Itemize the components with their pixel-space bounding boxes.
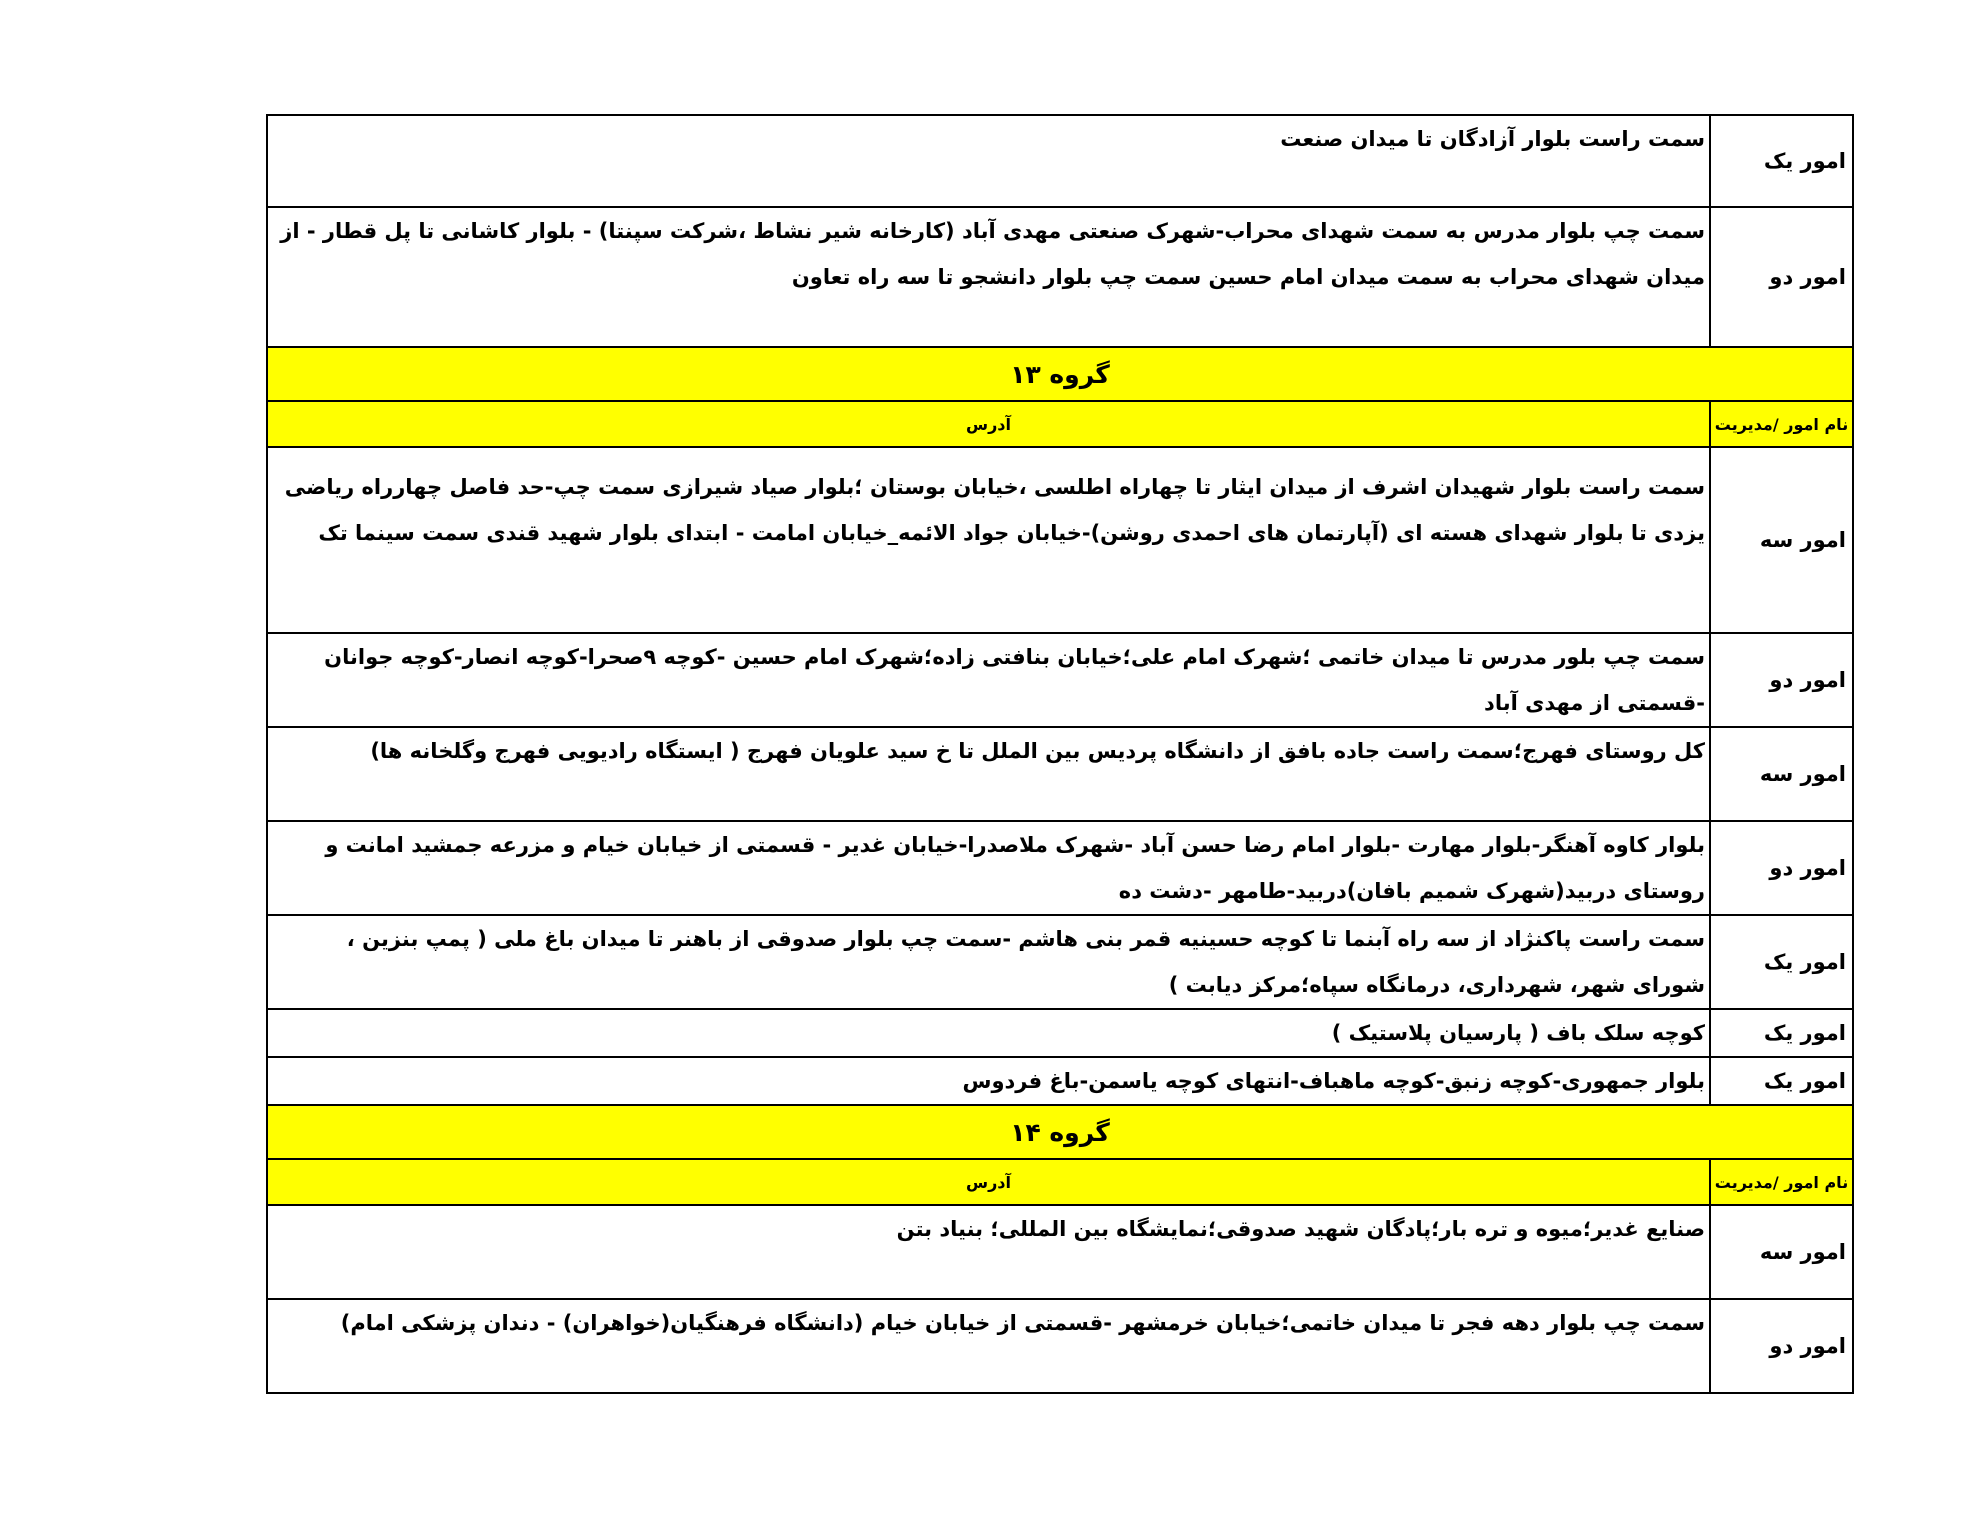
- table-row: [267, 447, 1853, 633]
- outage-schedule-sheet: [266, 114, 1854, 1394]
- group-title-row: [267, 347, 1853, 401]
- address-cell: سمت چپ بلوار مدرس به سمت شهدای محراب-شهرک صنعتی مهدی آباد (کارخانه شیر نشاط ،شرکت سپنتا) - بلوار کاشانی تا پل قطار - از میدان شهدای محراب به سمت میدان امام حسین سمت چپ بلوار دانشجو تا سه راه تعاون: [267, 207, 1710, 347]
- management-cell: امور یک: [1710, 1009, 1853, 1057]
- table-row: [267, 633, 1853, 727]
- table-row: [267, 207, 1853, 347]
- address-cell: کل روستای فهرج؛سمت راست جاده بافق از دانشگاه پردیس بین الملل تا خ سید علویان فهرج ( ایستگاه رادیویی فهرج وگلخانه ها): [267, 727, 1710, 821]
- address-cell: بلوار کاوه آهنگر-بلوار مهارت -بلوار امام رضا حسن آباد -شهرک ملاصدرا-خیابان غدیر - قسمتی از خیابان خیام و مزرعه جمشید امانت و روستای دربید(شهرک شمیم بافان)دربید-طامهر -دشت ده: [267, 821, 1710, 915]
- group-14-title: گروه ۱۴: [267, 1105, 1853, 1159]
- table-row: [267, 1299, 1853, 1393]
- group-title-row: [267, 1105, 1853, 1159]
- table-row: [267, 915, 1853, 1009]
- management-cell: امور دو: [1710, 1299, 1853, 1393]
- address-cell: بلوار جمهوری-کوچه زنبق-کوچه ماهباف-انتهای کوچه یاسمن-باغ فردوس: [267, 1057, 1710, 1105]
- table-row: [267, 1205, 1853, 1299]
- address-cell: سمت چپ بلوار دهه فجر تا میدان خاتمی؛خیابان خرمشهر -قسمتی از خیابان خیام (دانشگاه فرهنگیان(خواهران) - دندان پزشکی امام): [267, 1299, 1710, 1393]
- table-row: [267, 727, 1853, 821]
- management-cell: امور دو: [1710, 821, 1853, 915]
- management-cell: امور سه: [1710, 727, 1853, 821]
- header-address: آدرس: [267, 1159, 1710, 1205]
- header-management: نام امور /مدیریت: [1710, 401, 1853, 447]
- schedule-table: [266, 114, 1854, 1394]
- address-cell: سمت راست بلوار آزادگان تا میدان صنعت: [267, 115, 1710, 207]
- group-13-title: گروه ۱۳: [267, 347, 1853, 401]
- management-cell: امور یک: [1710, 1057, 1853, 1105]
- header-address: آدرس: [267, 401, 1710, 447]
- header-management: نام امور /مدیریت: [1710, 1159, 1853, 1205]
- table-row: [267, 1057, 1853, 1105]
- address-cell: صنایع غدیر؛میوه و تره بار؛پادگان شهید صدوقی؛نمایشگاه بین المللی؛ بنیاد بتن: [267, 1205, 1710, 1299]
- table-row: [267, 115, 1853, 207]
- management-cell: امور سه: [1710, 447, 1853, 633]
- address-cell: کوچه سلک باف ( پارسیان پلاستیک ): [267, 1009, 1710, 1057]
- header-row: [267, 1159, 1853, 1205]
- address-cell: سمت راست پاکنژاد از سه راه آبنما تا کوچه حسینیه قمر بنی هاشم -سمت چپ بلوار صدوقی از باهنر تا میدان باغ ملی ( پمپ بنزین ، شورای شهر، شهرداری، درمانگاه سپاه؛مرکز دیابت ): [267, 915, 1710, 1009]
- table-row: [267, 1009, 1853, 1057]
- address-cell: سمت چپ بلور مدرس تا میدان خاتمی ؛شهرک امام علی؛خیابان بنافتی زاده؛شهرک امام حسین -کوچه ۹صحرا-کوچه انصار-کوچه جوانان -قسمتی از مهدی آباد: [267, 633, 1710, 727]
- header-row: [267, 401, 1853, 447]
- management-cell: امور یک: [1710, 915, 1853, 1009]
- address-cell: سمت راست بلوار شهیدان اشرف از میدان ایثار تا چهاراه اطلسی ،خیابان بوستان ؛بلوار صیاد شیرازی سمت چپ-حد فاصل چهارراه ریاضی یزدی تا بلوار شهدای هسته ای (آپارتمان های احمدی روشن)-خیابان جواد الائمه_خیابان امامت - ابتدای بلوار شهید قندی سمت سینما تک: [267, 447, 1710, 633]
- management-cell: امور دو: [1710, 207, 1853, 347]
- management-cell: امور دو: [1710, 633, 1853, 727]
- management-cell: امور یک: [1710, 115, 1853, 207]
- table-row: [267, 821, 1853, 915]
- management-cell: امور سه: [1710, 1205, 1853, 1299]
